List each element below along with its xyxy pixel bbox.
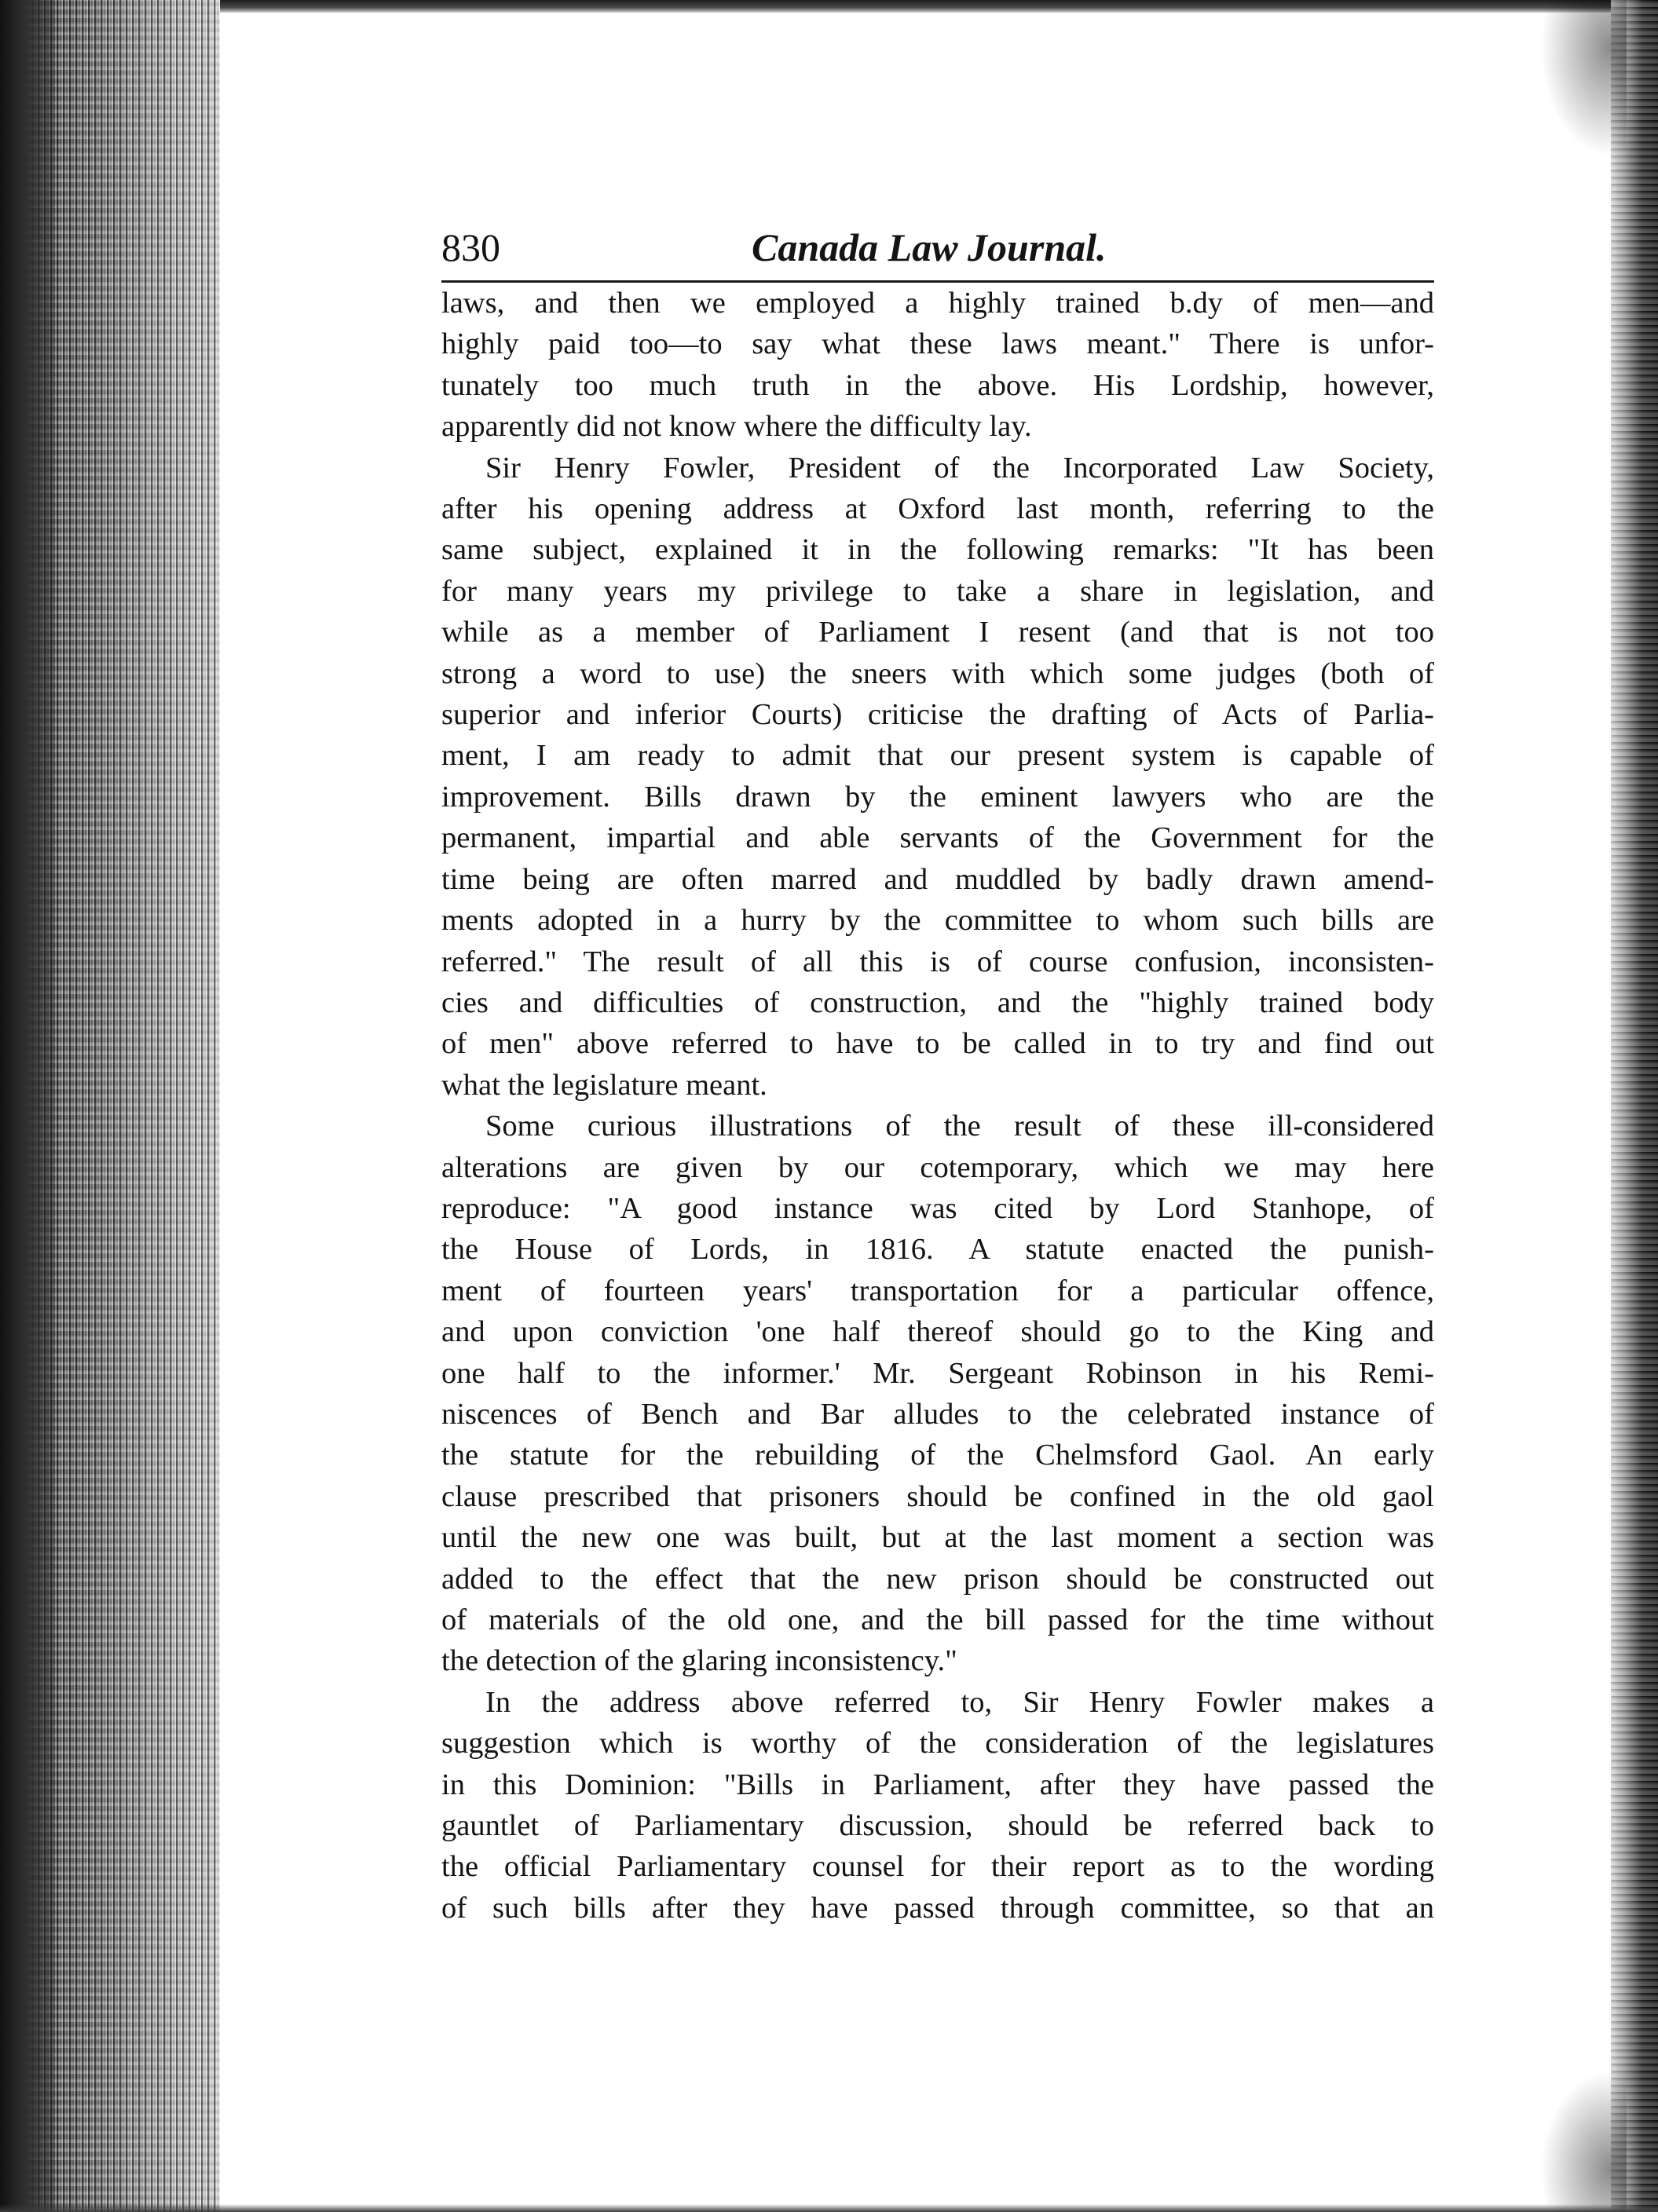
text-line: what the legislature meant. [441, 1068, 767, 1102]
journal-page [441, 224, 1434, 1929]
text-line: tunately too much truth in the above. His Lordship, however, [441, 368, 1434, 402]
scan-top-edge [0, 0, 1658, 13]
running-head [441, 224, 1434, 271]
text-line: gauntlet of Parliamentary discussion, should be referred back to [441, 1809, 1434, 1843]
text-line: time being are often marred and muddled by badly drawn amend- [441, 862, 1434, 896]
text-line: the official Parliamentary counsel for their report as to the wording [441, 1850, 1434, 1884]
text-line: the House of Lords, in 1816. A statute enacted the punish- [441, 1233, 1434, 1267]
text-line: in this Dominion: "Bills in Parliament, after they have passed the [441, 1768, 1434, 1801]
text-line: Sir Henry Fowler, President of the Incorporated Law Society, [485, 451, 1434, 484]
text-line: until the new one was built, but at the last moment a section was [441, 1521, 1434, 1555]
text-line: and upon conviction 'one half thereof should go to the King and [441, 1315, 1434, 1349]
text-line: superior and inferior Courts) criticise the drafting of Acts of Parlia- [441, 698, 1434, 732]
text-line: alterations are given by our cotemporary, which we may here [441, 1150, 1434, 1184]
text-line: of men" above referred to have to be called in to try and find out [441, 1027, 1434, 1061]
scan-bottom-edge [0, 2204, 1658, 2212]
text-line: clause prescribed that prisoners should be confined in the old gaol [441, 1479, 1434, 1513]
book-spine-shadow [0, 0, 55, 2212]
text-line: strong a word to use) the sneers with which some judges (both of [441, 656, 1434, 690]
text-line: cies and difficulties of construction, and the "highly trained body [441, 985, 1434, 1019]
text-line: the detection of the glaring inconsistency." [441, 1644, 957, 1678]
text-line: In the address above referred to, Sir Henry Fowler makes a [485, 1685, 1434, 1719]
journal-title: Canada Law Journal. [752, 225, 1107, 269]
text-line: reproduce: "A good instance was cited by Lord Stanhope, of [441, 1191, 1434, 1225]
article-body [441, 283, 1434, 1929]
text-line: laws, and then we employed a highly trained b.dy of men—and [441, 287, 1434, 320]
text-line: added to the effect that the new prison should be constructed out [441, 1562, 1434, 1596]
text-line: of such bills after they have passed through committee, so that an [441, 1891, 1434, 1925]
text-line: of materials of the old one, and the bill passed for the time without [441, 1603, 1434, 1636]
text-line: suggestion which is worthy of the consideration of the legislatures [441, 1727, 1434, 1760]
text-line: improvement. Bills drawn by the eminent lawyers who are the [441, 780, 1434, 814]
text-line: the statute for the rebuilding of the Chelmsford Gaol. An early [441, 1439, 1434, 1472]
text-line: for many years my privilege to take a share in legislation, and [441, 574, 1434, 608]
text-line: ment, I am ready to admit that our present system is capable of [441, 739, 1434, 773]
scan-shadow-top-right [1540, 0, 1627, 157]
text-line: highly paid too—to say what these laws meant." There is unfor- [441, 327, 1434, 361]
text-line: ment of fourteen years' transportation for a particular offence, [441, 1274, 1434, 1307]
page-right-edge [1611, 0, 1658, 2212]
text-line: referred." The result of all this is of course confusion, inconsisten- [441, 945, 1434, 978]
text-line: same subject, explained it in the following remarks: "It has been [441, 533, 1434, 567]
text-line: while as a member of Parliament I resent (and that is not too [441, 616, 1434, 649]
text-line: Some curious illustrations of the result of these ill-considered [485, 1110, 1434, 1143]
text-line: after his opening address at Oxford last month, referring to the [441, 492, 1434, 526]
text-line: one half to the informer.' Mr. Sergeant Robinson in his Remi- [441, 1356, 1434, 1390]
text-line: niscences of Bench and Bar alludes to the celebrated instance of [441, 1397, 1434, 1431]
page-number: 830 [441, 225, 500, 269]
text-line: permanent, impartial and able servants of the Government for the [441, 821, 1434, 855]
scan-shadow-bottom-right [1540, 2071, 1627, 2212]
text-line: ments adopted in a hurry by the committee to whom such bills are [441, 904, 1434, 938]
text-line: apparently did not know where the difficulty lay. [441, 410, 1032, 444]
